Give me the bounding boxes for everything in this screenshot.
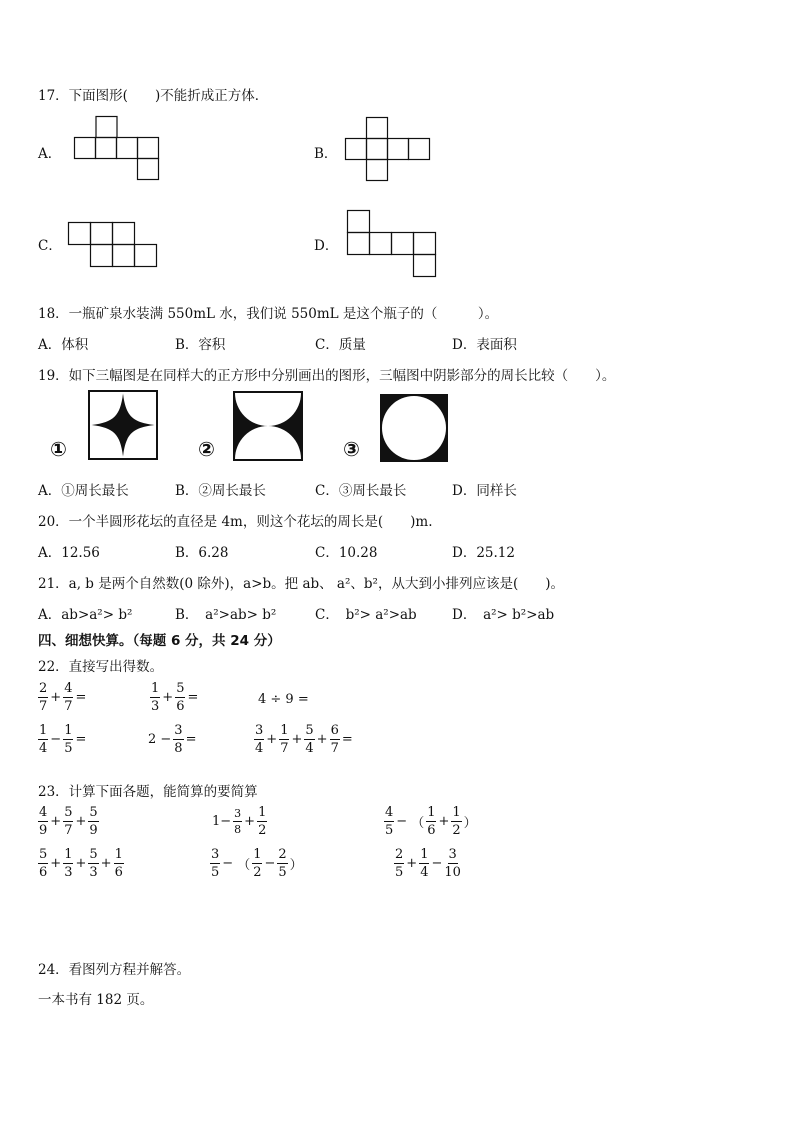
q17-option-c[interactable]: C．	[38, 238, 62, 254]
q23-text: 23．计算下面各题，能简算的要简算	[38, 784, 258, 800]
q18-text: 18．一瓶矿泉水装满 550mL 水，我们说 550mL 是这个瓶子的（ ）。	[38, 306, 499, 322]
q20-option-b[interactable]: B．6.28	[175, 545, 229, 561]
q19-option-b[interactable]: B．②周长最长	[175, 483, 266, 499]
cube-net-d	[347, 210, 439, 280]
q18-option-b[interactable]: B．容积	[175, 337, 226, 353]
q22-expr-2: $\frac{1}{3}$ + $\frac{5}{6}$ =	[151, 681, 199, 714]
figure-2-half-circles	[233, 391, 303, 461]
figure-label-3: ③	[343, 437, 360, 461]
cube-net-b	[345, 117, 435, 187]
q23-expr-1: $\frac{4}{9}$ + $\frac{5}{7}$ + $\frac{5}{9}$	[39, 805, 98, 838]
q17-option-a[interactable]: A．	[38, 146, 62, 162]
q20-option-d[interactable]: D．25.12	[452, 545, 515, 561]
q18-option-d[interactable]: D．表面积	[452, 337, 517, 353]
q19-option-d[interactable]: D．同样长	[452, 483, 517, 499]
q21-option-b[interactable]: B． a²>ab> b²	[175, 607, 277, 623]
q19-text: 19．如下三幅图是在同样大的正方形中分别画出的图形，三幅图中阴影部分的周长比较（ ）。	[38, 368, 616, 384]
q22-expr-4: $\frac{1}{4}$ − $\frac{1}{5}$ =	[39, 723, 87, 756]
q18-option-a[interactable]: A．体积	[38, 337, 89, 353]
q23-expr-3: $\frac{4}{5}$ − （ $\frac{1}{6}$ + $\frac{1}{2}$ ）	[385, 805, 477, 838]
q20-option-c[interactable]: C．10.28	[315, 545, 378, 561]
q19-option-a[interactable]: A．①周长最长	[38, 483, 129, 499]
q22-expr-3: 4 ÷ 9 =	[258, 692, 309, 707]
figure-label-2: ②	[198, 437, 215, 461]
q17-option-b[interactable]: B．	[314, 146, 338, 162]
q17-text: 17．下面图形( )不能折成正方体．	[38, 88, 269, 104]
q21-option-c[interactable]: C． b²> a²>ab	[315, 607, 417, 623]
figure-1-star-shape	[88, 390, 158, 460]
section-4-title: 四、细想快算。（每题 6 分，共 24 分）	[38, 633, 281, 649]
q19-option-c[interactable]: C．③周长最长	[315, 483, 407, 499]
cube-net-a	[74, 116, 164, 186]
q23-expr-2: 1− $\frac{3}{8}$ + $\frac{1}{2}$	[212, 805, 267, 838]
q23-expr-5: $\frac{3}{5}$ − （ $\frac{1}{2}$ − $\frac{2}{5}$ ）	[211, 847, 303, 880]
q23-expr-6: $\frac{2}{5}$ + $\frac{1}{4}$ − $\frac{3}{10}$	[395, 847, 461, 880]
q18-option-c[interactable]: C．质量	[315, 337, 366, 353]
q21-text: 21．a, b 是两个自然数(0 除外)，a>b。把 ab、 a²、b²，从大到小排列应该是( )。	[38, 576, 564, 592]
q23-expr-4: $\frac{5}{6}$ + $\frac{1}{3}$ + $\frac{5}{3}$ + $\frac{1}{6}$	[39, 847, 123, 880]
q20-option-a[interactable]: A．12.56	[38, 545, 100, 561]
q24-text: 24．看图列方程并解答。	[38, 962, 191, 978]
q22-text: 22．直接写出得数。	[38, 659, 164, 675]
q22-expr-5: 2 − $\frac{3}{8}$ =	[148, 723, 197, 756]
q20-text: 20．一个半圆形花坛的直径是 4m，则这个花坛的周长是( )m.	[38, 514, 433, 530]
q22-expr-1: $\frac{2}{7}$ + $\frac{4}{7}$ =	[39, 681, 87, 714]
q21-option-a[interactable]: A．ab>a²> b²	[38, 607, 133, 623]
q24-subtext: 一本书有 182 页。	[38, 992, 154, 1008]
q21-option-d[interactable]: D． a²> b²>ab	[452, 607, 555, 623]
figure-label-1: ①	[50, 437, 67, 461]
q17-option-d[interactable]: D．	[314, 238, 339, 254]
cube-net-c	[68, 222, 160, 270]
q22-expr-6: $\frac{3}{4}$ + $\frac{1}{7}$ + $\frac{5}{4}$ + $\frac{6}{7}$ =	[255, 723, 353, 756]
figure-3-circle	[379, 393, 449, 463]
